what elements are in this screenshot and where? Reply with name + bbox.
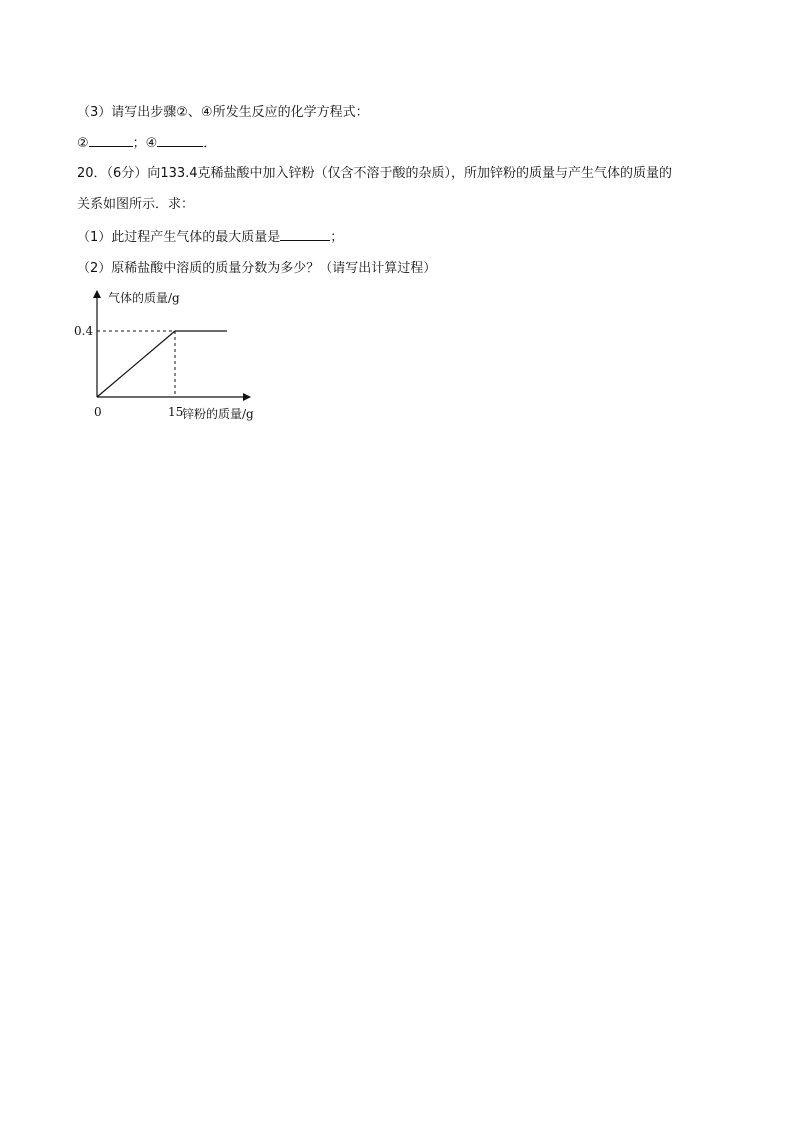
question-20-sub-2	[77, 260, 436, 278]
y-axis-label: 气体的质量/g	[108, 291, 180, 305]
answer-blank-4[interactable]	[157, 134, 203, 147]
sub-1-text: （1）此过程产生气体的最大质量是	[77, 230, 281, 245]
x-axis-label: 锌粉的质量/g	[182, 407, 254, 421]
question-20-text-2: 关系如图所示．求：	[77, 197, 195, 212]
y-tick-label: 0.4	[74, 324, 94, 338]
end-mark: ．	[203, 136, 217, 151]
answer-label-2: ②	[77, 136, 89, 151]
question-19-part-3	[77, 104, 369, 122]
gas-mass-chart	[70, 285, 280, 430]
sub-1-end: ；	[330, 230, 344, 245]
answer-label-4: ④	[145, 136, 158, 151]
gas-mass-line	[97, 331, 227, 397]
x-tick-label: 15	[168, 405, 184, 419]
question-20-line-2	[77, 196, 194, 214]
max-gas-mass-blank[interactable]	[280, 228, 330, 241]
question-20-sub-1	[77, 228, 343, 247]
question-19-answer-line	[77, 134, 216, 153]
answer-blank-2[interactable]	[89, 134, 133, 147]
origin-label: 0	[94, 405, 102, 419]
sub-2-text: （2）原稀盐酸中溶质的质量分数为多少？（请写出计算过程）	[77, 261, 437, 276]
question-20-line-1	[77, 165, 672, 183]
separator: ；	[132, 136, 146, 151]
part-3-text: （3）请写出步骤②、④所发生反应的化学方程式：	[77, 105, 369, 120]
question-20-text: 20．（6分）向133.4克稀盐酸中加入锌粉（仅含不溶于酸的杂质），所加锌粉的质量与产生气体的质量的	[77, 166, 673, 181]
